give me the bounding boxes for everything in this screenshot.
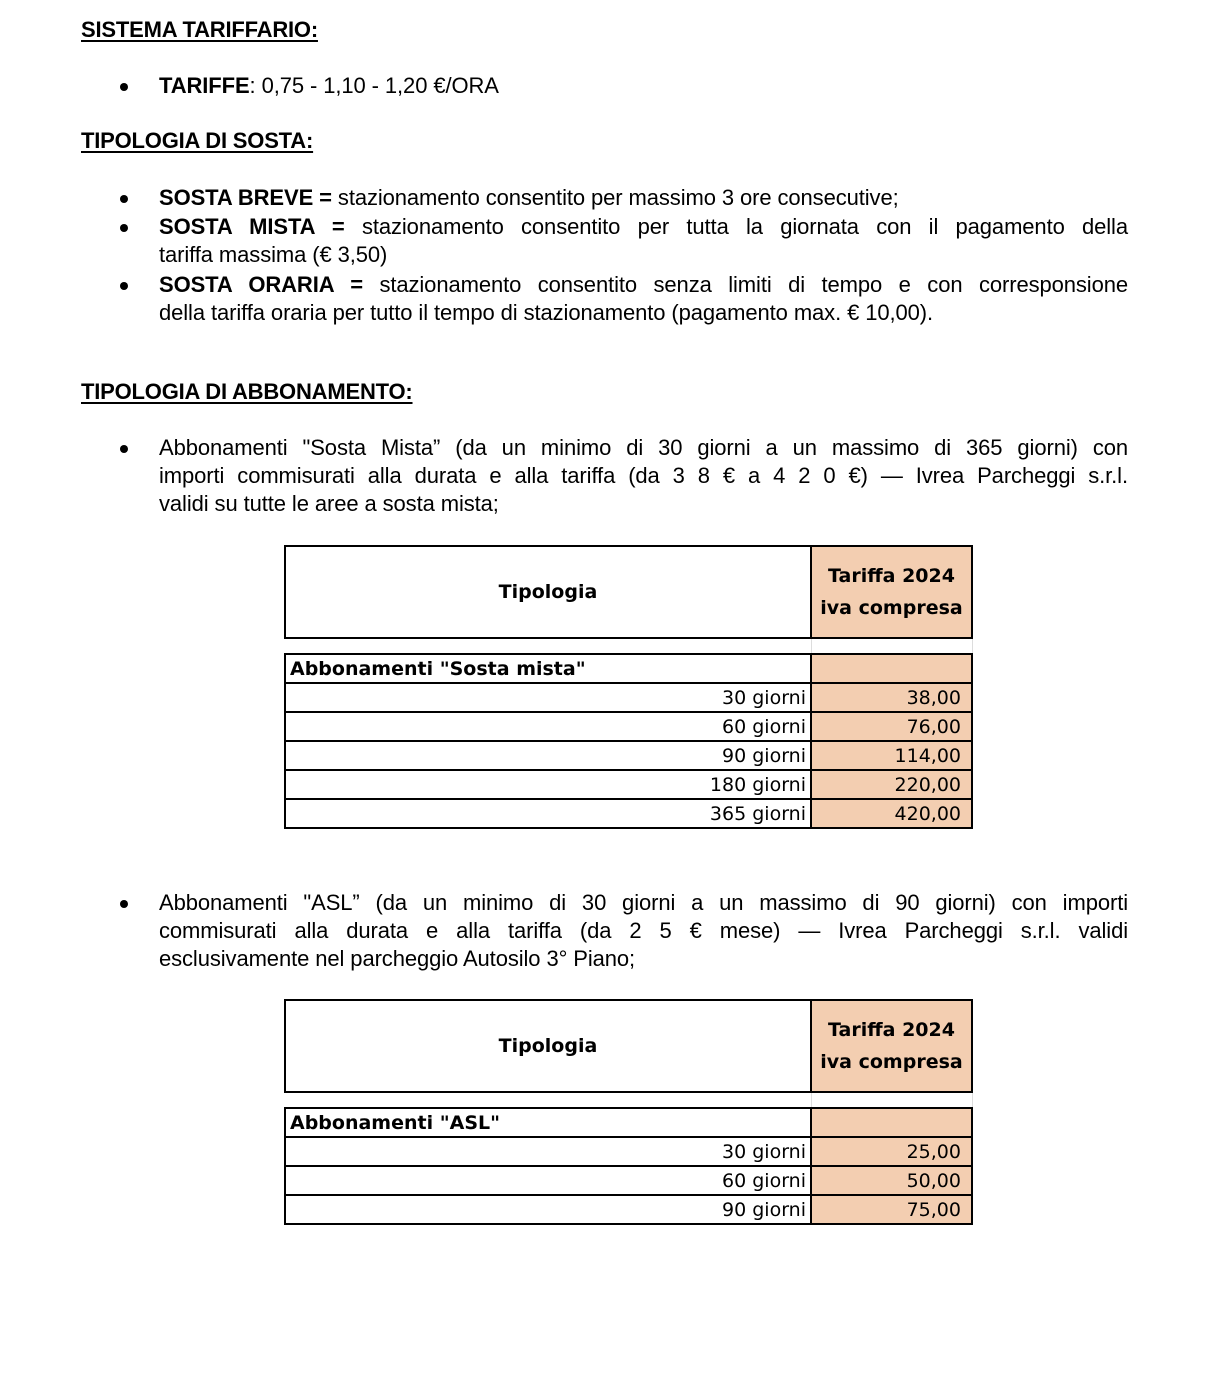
header-tariffa-line1: Tariffa 2024 — [828, 1019, 955, 1041]
heading-tipologia-sosta: TIPOLOGIA DI SOSTA: — [81, 128, 314, 153]
spacer-cell — [285, 638, 811, 654]
table-row — [285, 770, 972, 799]
sosta-mista-text: stazionamento consentito per tutta la giornata con il pagamento della — [344, 214, 1128, 239]
header-tariffa-line2: iva compresa — [820, 1051, 963, 1073]
sosta-mista-text-cont: tariffa massima (€ 3,50) — [159, 242, 388, 267]
group-label: Abbonamenti "Sosta mista" — [285, 654, 811, 683]
row-value: 50,00 — [811, 1166, 972, 1195]
row-label: 30 giorni — [285, 1137, 811, 1166]
header-tipologia: Tipologia — [285, 546, 811, 638]
row-label: 90 giorni — [285, 1195, 811, 1224]
table-row — [285, 1166, 972, 1195]
sosta-mista-item — [159, 213, 1128, 269]
table-row — [285, 1137, 972, 1166]
group-value — [811, 654, 972, 683]
abbonamento-asl-item — [159, 889, 1128, 973]
sosta-mista-label: SOSTA MISTA = — [159, 214, 345, 239]
table-row — [285, 741, 972, 770]
header-tipologia: Tipologia — [285, 1000, 811, 1092]
heading-tipologia-abbonamento: TIPOLOGIA DI ABBONAMENTO: — [81, 379, 413, 404]
row-label: 90 giorni — [285, 741, 811, 770]
row-label: 60 giorni — [285, 712, 811, 741]
row-label: 180 giorni — [285, 770, 811, 799]
bullet-icon — [120, 83, 128, 91]
header-tariffa — [811, 1000, 972, 1092]
row-value: 38,00 — [811, 683, 972, 712]
sosta-oraria-text: stazionamento consentito senza limiti di tempo e con corresponsione — [362, 272, 1129, 297]
table-group-row — [285, 654, 972, 683]
table-header-row — [285, 1000, 972, 1092]
abbonamento-sosta-mista-item — [159, 434, 1128, 518]
abbonamento-sosta-mista-line3: validi su tutte le aree a sosta mista; — [159, 491, 499, 516]
header-tariffa-line1: Tariffa 2024 — [828, 565, 955, 587]
table-group-row — [285, 1108, 972, 1137]
sosta-oraria-text-cont: della tariffa oraria per tutto il tempo di stazionamento (pagamento max. € 10,00). — [159, 300, 934, 325]
table-row — [285, 1195, 972, 1224]
sosta-oraria-item — [159, 271, 1128, 327]
bullet-icon — [120, 282, 128, 290]
sosta-breve-item — [159, 184, 1128, 212]
table-sosta-mista — [284, 545, 973, 829]
header-tariffa — [811, 546, 972, 638]
sosta-breve-text: stazionamento consentito per massimo 3 ore consecutive; — [331, 185, 899, 210]
sosta-oraria-label: SOSTA ORARIA = — [159, 272, 363, 297]
row-label: 30 giorni — [285, 683, 811, 712]
table-spacer-row — [285, 1092, 972, 1108]
abbonamento-sosta-mista-line2: importi commisurati alla durata e alla tariffa (da 3 8 € a 4 2 0 €) — Ivrea Parcheggi s.r.l. — [159, 463, 1128, 488]
row-value: 76,00 — [811, 712, 972, 741]
spacer-cell — [811, 638, 972, 654]
table-spacer-row — [285, 638, 972, 654]
row-value: 114,00 — [811, 741, 972, 770]
group-label: Abbonamenti "ASL" — [285, 1108, 811, 1137]
row-value: 25,00 — [811, 1137, 972, 1166]
heading-sistema-tariffario: SISTEMA TARIFFARIO: — [81, 17, 318, 42]
tariffe-label: TARIFFE — [159, 73, 250, 98]
group-value — [811, 1108, 972, 1137]
header-tariffa-line2: iva compresa — [820, 597, 963, 619]
bullet-icon — [120, 445, 128, 453]
table-asl — [284, 999, 973, 1225]
table-row — [285, 683, 972, 712]
tariffe-value: : 0,75 - 1,10 - 1,20 €/ORA — [249, 73, 499, 98]
row-value: 420,00 — [811, 799, 972, 828]
sosta-breve-label: SOSTA BREVE = — [159, 185, 332, 210]
bullet-icon — [120, 195, 128, 203]
table-row — [285, 799, 972, 828]
abbonamento-asl-line3: esclusivamente nel parcheggio Autosilo 3° Piano; — [159, 946, 636, 971]
tariffe-item — [159, 72, 1128, 100]
table-row — [285, 712, 972, 741]
row-label: 60 giorni — [285, 1166, 811, 1195]
row-label: 365 giorni — [285, 799, 811, 828]
abbonamento-asl-line2: commisurati alla durata e alla tariffa (da 2 5 € mese) — Ivrea Parcheggi s.r.l. validi — [159, 918, 1128, 943]
bullet-icon — [120, 224, 128, 232]
row-value: 220,00 — [811, 770, 972, 799]
bullet-icon — [120, 900, 128, 908]
spacer-cell — [811, 1092, 972, 1108]
row-value: 75,00 — [811, 1195, 972, 1224]
abbonamento-sosta-mista-line1: Abbonamenti "Sosta Mista” (da un minimo di 30 giorni a un massimo di 365 giorni) con — [159, 435, 1128, 460]
abbonamento-asl-line1: Abbonamenti "ASL” (da un minimo di 30 giorni a un massimo di 90 giorni) con importi — [159, 890, 1128, 915]
spacer-cell — [285, 1092, 811, 1108]
table-header-row — [285, 546, 972, 638]
